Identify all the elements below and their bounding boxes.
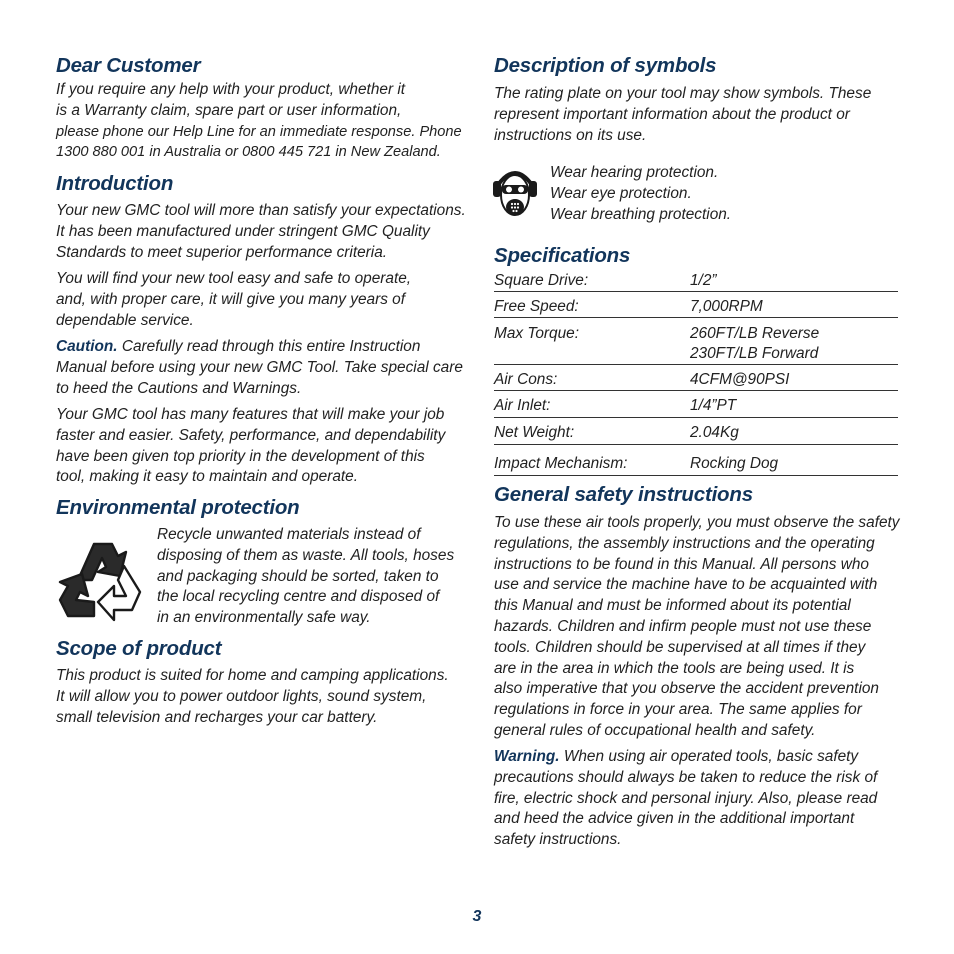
symbols-intro: The rating plate on your tool may show symbols. These represent important information about the product or instructions on its use. <box>494 85 872 144</box>
spec-row <box>494 324 898 365</box>
dear-customer-text: If you require any help with your product, whether it is a Warranty claim, spare part or user information, please phone our Help Line for an immediate response. Phone 1300 880 001 in Australia or 0800 445 721 in New Zealand. <box>56 81 462 161</box>
spec-value: 4CFM@90PSI <box>690 371 790 388</box>
page-number: 3 <box>472 908 482 925</box>
eye-protection-item: Wear eye protection. <box>550 184 692 202</box>
general-safety-heading: General safety instructions <box>494 483 753 506</box>
environmental-heading: Environmental protection <box>56 496 300 519</box>
spec-value: 1/4”PT <box>690 397 737 414</box>
scope-heading: Scope of product <box>56 637 222 660</box>
caution-paragraph: Caution. Carefully read through this entire Instruction Manual before using your new GMC Tool. Take special care to heed the Cautions and Warnings. <box>56 338 463 397</box>
caution-label: Caution. <box>56 338 118 355</box>
introduction-heading: Introduction <box>56 172 174 195</box>
spec-value: 2.04Kg <box>690 424 739 441</box>
specifications-heading: Specifications <box>494 244 631 267</box>
spec-row <box>494 423 898 445</box>
general-safety-text: To use these air tools properly, you must observe the safety regulations, the assembly instructions and the operating instructions to be found in this Manual. All persons who use and service the machine have to be acquainted with this Manual and must be informed about its potential hazards. Children and infirm people must not use these tools. Children should be supervised at all times if they are in the area in which the tools are being used. It is also imperative that you observe the accident prevention regulations in force in your area. The same applies for general rules of occupational health and safety. <box>494 514 900 739</box>
symbols-heading: Description of symbols <box>494 54 717 77</box>
warning-label: Warning. <box>494 748 560 765</box>
spec-row <box>494 454 898 476</box>
introduction-paragraph-4: Your GMC tool has many features that will make your job faster and easier. Safety, performance, and dependability have been given top priority in the development of this tool, making it easy to maintain and operate. <box>56 406 446 486</box>
spec-value: 260FT/LB Reverse <box>690 325 820 342</box>
hearing-protection-item: Wear hearing protection. <box>550 164 719 181</box>
introduction-paragraph-2: You will find your new tool easy and safe to operate, and, with proper care, it will give you many years of dependable service. <box>56 270 412 329</box>
scope-text: This product is suited for home and camping applications. It will allow you to power outdoor lights, sound system, small television and recharges your car battery. <box>56 667 449 726</box>
safety-ppe-icon <box>490 163 540 228</box>
spec-value: 230FT/LB Forward <box>690 345 819 362</box>
spec-label: Net Weight: <box>494 424 575 441</box>
spec-value: Rocking Dog <box>690 455 779 472</box>
dear-customer-heading: Dear Customer <box>56 54 201 77</box>
spec-row <box>494 271 898 292</box>
recycle-icon <box>56 536 148 629</box>
breathing-protection-item: Wear breathing protection. <box>550 205 732 223</box>
spec-label: Air Cons: <box>494 371 558 388</box>
spec-row <box>494 297 898 318</box>
spec-value: 1/2” <box>690 272 717 289</box>
warning-paragraph: Warning. When using air operated tools, basic safety precautions should always be taken to reduce the risk of fire, electric shock and personal injury. Also, please read and heed the advice given in the additional important safety instructions. <box>494 748 878 849</box>
spec-row <box>494 370 898 391</box>
spec-label: Square Drive: <box>494 272 589 289</box>
introduction-paragraph-1: Your new GMC tool will more than satisfy your expectations. It has been manufactured under stringent GMC Quality Standards to meet superior performance criteria. <box>56 202 466 261</box>
spec-label: Max Torque: <box>494 325 579 342</box>
symbols-list <box>550 163 731 225</box>
spec-label: Impact Mechanism: <box>494 455 628 472</box>
spec-row <box>494 396 898 418</box>
spec-value: 7,000RPM <box>690 298 763 315</box>
environmental-text: Recycle unwanted materials instead of disposing of them as waste. All tools, hoses and packaging should be sorted, taken to the local recycling centre and disposed of in an environmentally safe way. <box>157 526 455 627</box>
spec-label: Free Speed: <box>494 298 579 315</box>
spec-label: Air Inlet: <box>494 397 551 414</box>
